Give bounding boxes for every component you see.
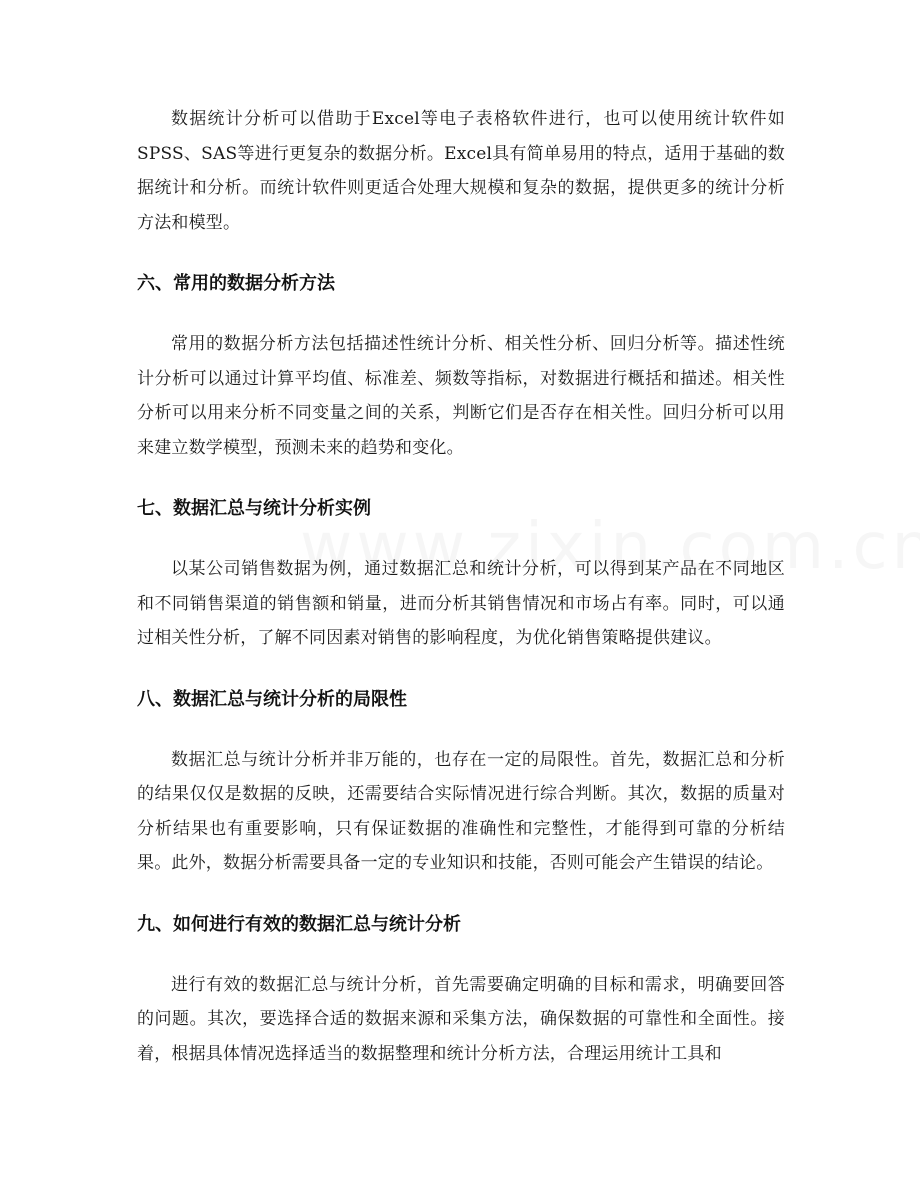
section-body-7: 以某公司销售数据为例，通过数据汇总和统计分析，可以得到某产品在不同地区和不同销售渠道的销售额和销量，进而分析其销售情况和市场占有率。同时，可以通过相关性分析，了解不同因素对销售的影响程度，为优化销售策略提供建议。	[137, 559, 785, 648]
section-body-8: 数据汇总与统计分析并非万能的，也存在一定的局限性。首先，数据汇总和分析的结果仅仅是数据的反映，还需要结合实际情况进行综合判断。其次，数据的质量对分析结果也有重要影响，只有保证数据的准确性和完整性，才能得到可靠的分析结果。此外，数据分析需要具备一定的专业知识和技能，否则可能会产生错误的结论。	[137, 749, 785, 873]
section-heading-8: 八、数据汇总与统计分析的局限性	[137, 688, 407, 710]
section-heading-7: 七、数据汇总与统计分析实例	[137, 498, 371, 519]
intro-paragraph: 数据统计分析可以借助于Excel等电子表格软件进行，也可以使用统计软件如SPSS、SAS等进行更复杂的数据分析。Excel具有简单易用的特点，适用于基础的数据统计和分析。而统计软件则更适合处理大规模和复杂的数据，提供更多的统计分析方法和模型。	[137, 109, 785, 233]
section-heading-9: 九、如何进行有效的数据汇总与统计分析	[137, 913, 461, 935]
document-body	[137, 102, 785, 1071]
section-body-6: 常用的数据分析方法包括描述性统计分析、相关性分析、回归分析等。描述性统计分析可以通过计算平均值、标准差、频数等指标，对数据进行概括和描述。相关性分析可以用来分析不同变量之间的关系，判断它们是否存在相关性。回归分析可以用来建立数学模型，预测未来的趋势和变化。	[137, 334, 785, 458]
section-body-9: 进行有效的数据汇总与统计分析，首先需要确定明确的目标和需求，明确要回答的问题。其次，要选择合适的数据来源和采集方法，确保数据的可靠性和全面性。接着，根据具体情况选择适当的数据整理和统计分析方法，合理运用统计工具和	[137, 974, 785, 1064]
section-heading-6: 六、常用的数据分析方法	[137, 273, 335, 294]
